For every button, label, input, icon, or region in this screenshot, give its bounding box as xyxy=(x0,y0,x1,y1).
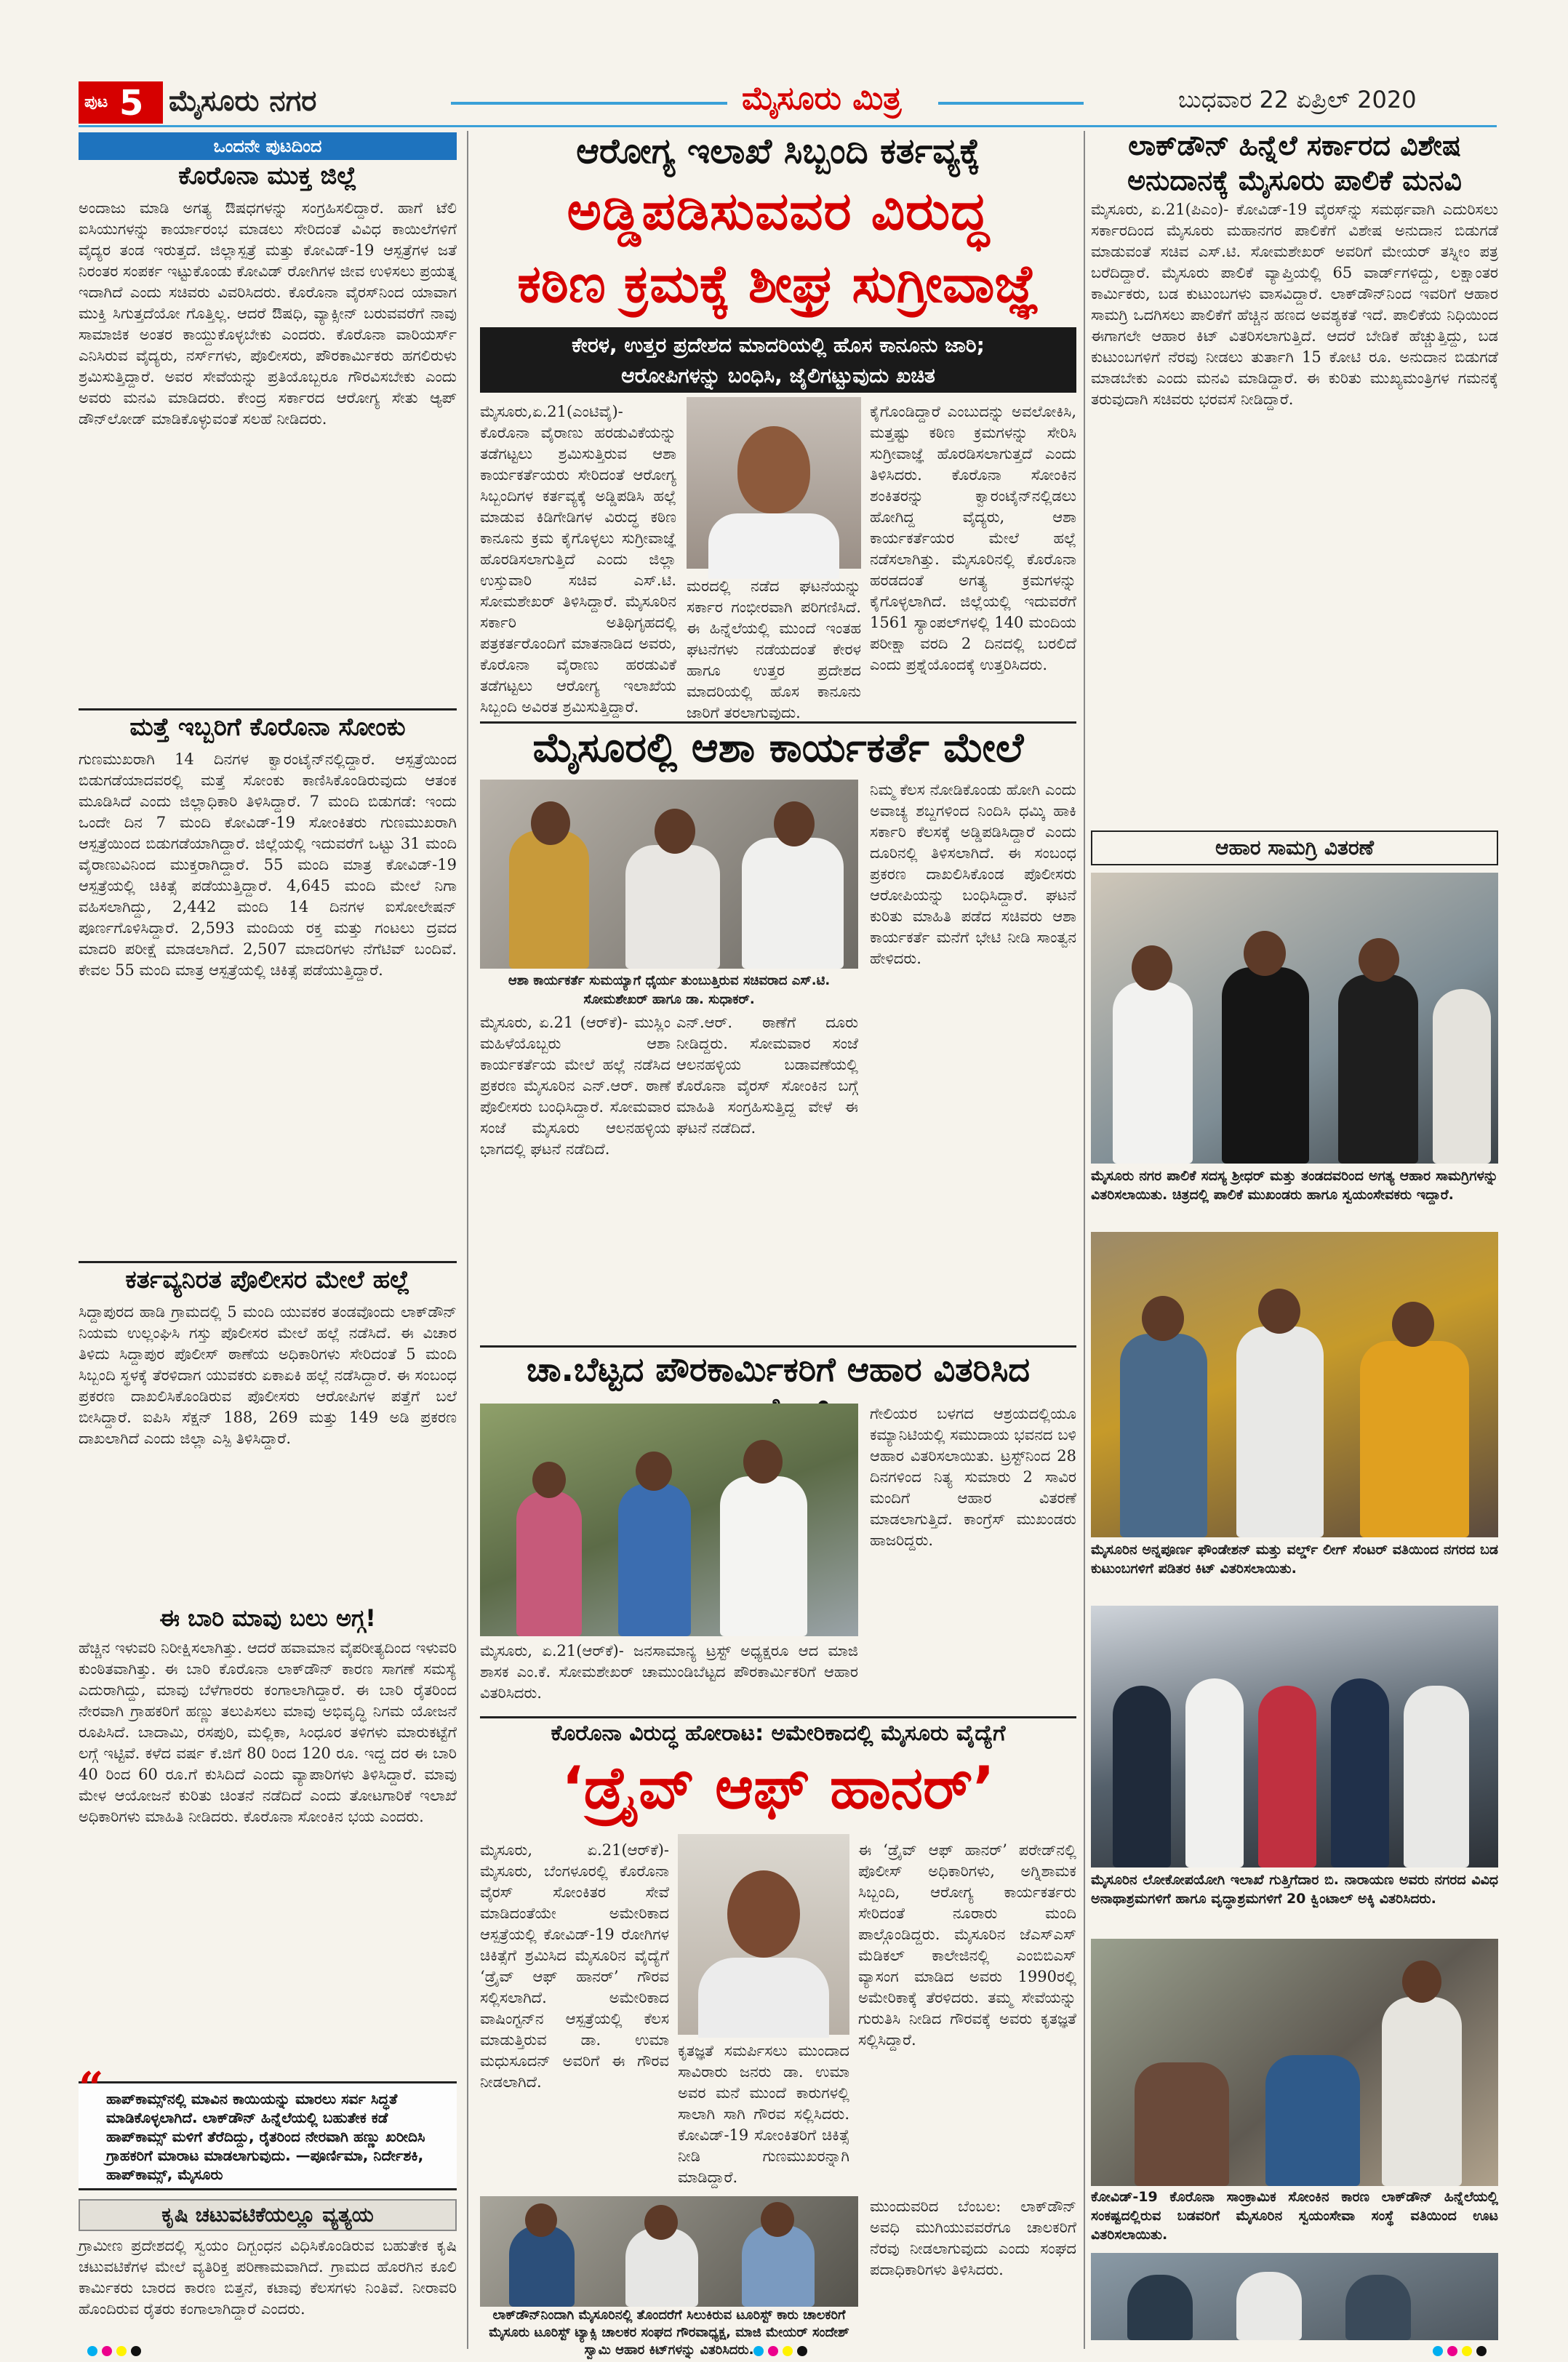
registration-dot xyxy=(768,2346,778,2356)
photo-figure xyxy=(1433,989,1491,1164)
photo-figure xyxy=(1185,1678,1244,1867)
quote-mark-icon: “ xyxy=(79,2063,104,2114)
lead-subhead-line1: ಕೇರಳ, ಉತ್ತರ ಪ್ರದೇಶದ ಮಾದರಿಯಲ್ಲಿ ಹೊಸ ಕಾನೂನು ಜಾರಿ; xyxy=(572,333,985,357)
photo-face xyxy=(1392,1302,1434,1347)
photo-face xyxy=(532,1462,566,1498)
photo-figure xyxy=(618,1484,691,1636)
photo-figure xyxy=(1236,2272,1302,2340)
photo-face xyxy=(1258,1289,1300,1334)
registration-dot xyxy=(87,2346,97,2356)
minister-photo xyxy=(687,397,861,569)
continued-from-front-bar: ಒಂದನೇ ಪುಟದಿಂದ xyxy=(79,132,457,160)
section-city: ಮೈಸೂರು ನಗರ xyxy=(169,84,317,118)
photo-face xyxy=(1402,1961,1441,2003)
photo-figure xyxy=(742,2225,815,2307)
taxi-drivers-caption: ಲಾಕ್‌ಡೌನ್‌ನಿಂದಾಗಿ ಮೈಸೂರಿನಲ್ಲಿ ತೊಂದರೆಗೆ ಸಿಲುಕಿರುವ ಟೂರಿಸ್ಟ್ ಕಾರು ಚಾಲಕರಿಗೆ ಮೈಸೂರು ಟೂರಿಸ್ಟ್ ಟ್ಯಾಕ್ಸಿ ಚಾಲಕರ ಸಂಘದ ಗೌರವಾಧ್ಯಕ್ಷ, ಮಾಜಿ ಮೇಯರ್ ಸಂದೇಶ್ ಸ್ವಾಮಿ ಆಹಾರ ಕಿಟ್‌ಗಳನ್ನು ವಿತರಿಸಿದರು. xyxy=(489,2307,849,2358)
photo-face xyxy=(727,1870,800,1958)
section-heading-food-distribution: ಆಹಾರ ಸಾಮಗ್ರಿ ವಿತರಣೆ xyxy=(1091,830,1498,865)
palike-body: ಮೈಸೂರು, ಏ.21(ಪಿಎಂ)- ಕೋವಿಡ್-19 ವೈರಸ್‌ನ್ನು ಸಮರ್ಥವಾಗಿ ಎದುರಿಸಲು ಸರ್ಕಾರದಿಂದ ಮೈಸೂರು ಮಹಾನಗರ ಪಾಲಿಕೆಗೆ ವಿಶೇಷ ಅನುದಾನ ಬಿಡುಗಡೆ ಮಾಡುವಂತೆ ಸಚಿವ ಎಸ್.ಟಿ. ಸೋಮಶೇಖರ್ ಅವರಿಗೆ ಮೇಯರ್ ತಸ್ನೀಂ ಪತ್ರ ಬರೆದಿದ್ದಾರೆ. ಮೈಸೂರು ಪಾಲಿಕೆ ವ್ಯಾಪ್ತಿಯಲ್ಲಿ 65 ವಾರ್ಡ್‌ಗಳಿದ್ದು, ಲಕ್ಷಾಂತರ ಕಾರ್ಮಿಕರು, ಬಡ ಕುಟುಂಬಗಳು ವಾಸವಿದ್ದಾರೆ. ಲಾಕ್‌ಡೌನ್‌ನಿಂದ ಇವರಿಗೆ ಆಹಾರ ಸಾಮಗ್ರಿ ಒದಗಿಸಲು ಪಾಲಿಕೆಗೆ ಹೆಚ್ಚಿನ ಹಣದ ಅವಶ್ಯಕತೆ ಇದೆ. ಪಾಲಿಕೆಯ ನಿಧಿಯಿಂದ ಈಗಾಗಲೇ ಆಹಾರ ಕಿಟ್ ವಿತರಿಸಲಾಗುತ್ತಿದೆ. ಆದರೆ ಬೇಡಿಕೆ ಹೆಚ್ಚುತ್ತಿದ್ದು, ಬಡ ಕುಟುಂಬಗಳಿಗೆ ನೆರವು ನೀಡಲು ತುರ್ತಾಗಿ 15 ಕೋಟಿ ರೂ. ಅನುದಾನ ಬಿಡುಗಡೆ ಮಾಡಬೇಕು ಎಂದು ಮನವಿ ಮಾಡಿದ್ದಾರೆ. ಈ ಕುರಿತು ಮುಖ್ಯಮಂತ್ರಿಗಳ ಗಮನಕ್ಕೆ ತರುವುದಾಗಿ ಸಚಿವರು ಭರವಸೆ ನೀಡಿದ್ದಾರೆ. xyxy=(1091,201,1498,408)
registration-dot xyxy=(753,2346,764,2356)
pull-quote-text: ಹಾಪ್‌ಕಾಮ್ಸ್‌ನಲ್ಲಿ ಮಾವಿನ ಕಾಯಿಯನ್ನು ಮಾರಲು ಸರ್ವ ಸಿದ್ಧತೆ ಮಾಡಿಕೊಳ್ಳಲಾಗಿದೆ. ಲಾಕ್‌ಡೌನ್ ಹಿನ್ನೆಲೆಯಲ್ಲಿ ಬಹುತೇಕ ಕಡೆ ಹಾಪ್‌ಕಾಮ್ಸ್ ಮಳಿಗೆ ತೆರೆದಿದ್ದು, ರೈತರಿಂದ ನೇರವಾಗಿ ಹಣ್ಣು ಖರೀದಿಸಿ ಗ್ರಾಹಕರಿಗೆ ಮಾರಾಟ ಮಾಡಲಾಗುವುದು. —ಪೂರ್ಣಿಮಾ, ನಿರ್ದೇಶಕಿ, ಹಾಪ್‌ಕಾಮ್ಸ್, ಮೈಸೂರು xyxy=(106,2090,425,2183)
story-headline: ಈ ಬಾರಿ ಮಾವು ಬಲು ಅಗ್ಗ! xyxy=(159,1604,376,1632)
asha-body-col1: ಮೈಸೂರು, ಏ.21 (ಆರ್‌ಕೆ)- ಮುಸ್ಲಿಂ ಮಹಿಳೆಯೊಬ್ಬರು ಆಶಾ ಕಾರ್ಯಕರ್ತೆಯ ಮೇಲೆ ಹಲ್ಲೆ ನಡೆಸಿದ ಪ್ರಕರಣ ಮೈಸೂರಿನ ಎನ್.ಆರ್. ಠಾಣೆ ಪೊಲೀಸರು ಬಂಧಿಸಿದ್ದಾರೆ. ಸೋಮವಾರ ಸಂಜೆ ಮೈಸೂರು ಆಲನಹಳ್ಳಿಯ ಭಾಗದಲ್ಲಿ ಘಟನೆ ನಡೆದಿದೆ. xyxy=(480,1014,671,1158)
doctor-photo xyxy=(678,1834,849,2035)
lead-body-col2: ಮರದಲ್ಲಿ ನಡೆದ ಘಟನೆಯನ್ನು ಸರ್ಕಾರ ಗಂಭೀರವಾಗಿ ಪರಿಗಣಿಸಿದೆ. ಈ ಹಿನ್ನೆಲೆಯಲ್ಲಿ ಮುಂದೆ ಇಂತಹ ಘಟನೆಗಳು ನಡೆಯದಂತೆ ಕೇರಳ ಹಾಗೂ ಉತ್ತರ ಪ್ರದೇಶದ ಮಾದರಿಯಲ್ಲಿ ಹೊಸ ಕಾನೂನು ಜಾರಿಗೆ ತರಲಾಗುವುದು. xyxy=(687,577,861,721)
photo-face xyxy=(525,2203,557,2237)
photo-figure xyxy=(1236,1326,1324,1537)
divider xyxy=(79,1261,457,1263)
header-underline xyxy=(79,125,1497,127)
photo-caption: ಮೈಸೂರಿನ ಲೋಕೋಪಯೋಗಿ ಇಲಾಖೆ ಗುತ್ತಿಗೆದಾರ ಬಿ. ನಾರಾಯಣ ಅವರು ನಗರದ ವಿವಿಧ ಅನಾಥಾಶ್ರಮಗಳಿಗೆ ಹಾಗೂ ವೃದ್ಧಾಶ್ರಮಗಳಿಗೆ 20 ಕ್ವಿಂಟಾಲ್ ಅಕ್ಕಿ ವಿತರಿಸಿದರು. xyxy=(1091,1872,1498,1907)
photo-caption: ಮೈಸೂರಿನ ಅನ್ನಪೂರ್ಣ ಫೌಂಡೇಶನ್ ಮತ್ತು ವರ್ಲ್ಡ್ ಲೀಗ್ ಸೆಂಟರ್ ವತಿಯಿಂದ ನಗರದ ಬಡ ಕುಟುಂಬಗಳಿಗೆ ಪಡಿತರ ಕಿಟ್ ವಿತರಿಸಲಾಯಿತು. xyxy=(1091,1542,1498,1577)
asha-body-col2: ಎನ್.ಆರ್. ಠಾಣೆಗೆ ದೂರು ನೀಡಿದ್ದರು. ಸೋಮವಾರ ಸಂಜೆ ಆಲನಹಳ್ಳಿಯ ಬಡಾವಣೆಯಲ್ಲಿ ಕೊರೊನಾ ವೈರಸ್ ಸೋಂಕಿನ ಬಗ್ಗೆ ಮಾಹಿತಿ ಸಂಗ್ರಹಿಸುತ್ತಿದ್ದ ವೇಳೆ ಈ ಘಟನೆ ನಡೆದಿದೆ. xyxy=(676,1014,858,1137)
header-rule-left xyxy=(451,102,727,105)
story-headline: ಕೊರೊನಾ ಮುಕ್ತ ಜಿಲ್ಲೆ xyxy=(178,161,357,191)
registration-dot xyxy=(1447,2346,1457,2356)
page-number: 5 xyxy=(119,83,144,124)
pourakarmika-body: ಗೇಲಿಯರ ಬಳಗದ ಆಶ್ರಯದಲ್ಲಿಯೂ ಕಮ್ಯಾನಿಟಿಯಲ್ಲಿ ಸಮುದಾಯ ಭವನದ ಬಳಿ ಆಹಾರ ವಿತರಿಸಲಾಯಿತು. ಟ್ರಸ್ಟ್‌ನಿಂದ 28 ದಿನಗಳಿಂದ ನಿತ್ಯ ಸುಮಾರು 2 ಸಾವಿರ ಮಂದಿಗೆ ಆಹಾರ ವಿತರಣೆ ಮಾಡಲಾಗುತ್ತಿದೆ. ಕಾಂಗ್ರೆಸ್ ಮುಖಂಡರು ಹಾಜರಿದ್ದರು. xyxy=(870,1405,1076,1549)
palike-headline: ಲಾಕ್‌ಡೌನ್ ಹಿನ್ನೆಲೆ ಸರ್ಕಾರದ ವಿಶೇಷ ಅನುದಾನಕ್ಕೆ ಮೈಸೂರು ಪಾಲಿಕೆ ಮನವಿ xyxy=(1127,129,1462,196)
registration-dot xyxy=(102,2346,112,2356)
pull-quote xyxy=(79,2063,457,2190)
asha-photo-caption: ಆಶಾ ಕಾರ್ಯಕರ್ತೆ ಸುಮಯ್ಯಾಗೆ ಧೈರ್ಯ ತುಂಬುತ್ತಿರುವ ಸಚಿವರಾದ ಎಸ್.ಟಿ. ಸೋಮಶೇಖರ್ ಹಾಗೂ ಡಾ. ಸುಧಾಕರ್. xyxy=(508,973,831,1007)
masthead: ಮೈಸೂರು ಮಿತ್ರ xyxy=(742,80,902,117)
header-rule-right xyxy=(938,102,1084,105)
photo-face xyxy=(737,426,810,513)
photo-face xyxy=(636,1452,672,1491)
story-body: ಅಂದಾಜು ಮಾಡಿ ಅಗತ್ಯ ಔಷಧಗಳನ್ನು ಸಂಗ್ರಹಿಸಲಿದ್ದಾರೆ. ಹಾಗೆ ಟೆಲಿ ಐಸಿಯುಗಳನ್ನು ಕಾರ್ಯಾರಂಭ ಮಾಡಲು ಸೇರಿದಂತೆ ವಿವಿಧ ಕಾಯಿಲೆಗಳಿಗೆ ವೈದ್ಯರ ತಂಡ ಇರುತ್ತದೆ. ಜಿಲ್ಲಾಸ್ಪತ್ರೆ ಮತ್ತು ಕೋವಿಡ್-19 ಆಸ್ಪತ್ರೆಗಳ ಜತೆ ನಿರಂತರ ಸಂಪರ್ಕ ಇಟ್ಟುಕೊಂಡು ಕೋವಿಡ್ ರೋಗಿಗಳ ಜೀವ ಉಳಿಸಲು ಪ್ರಯತ್ನ ಇದಾಗಿದೆ ಎಂದು ಸಚಿವರು ವಿವರಿಸಿದರು. ಕೊರೊನಾ ವೈರಸ್‌ನಿಂದ ಯಾವಾಗ ಮುಕ್ತಿ ಸಿಗುತ್ತದೆಯೋ ಗೊತ್ತಿಲ್ಲ. ಆದರೆ ಔಷಧಿ, ವ್ಯಾಕ್ಸೀನ್ ಬರುವವರೆಗೆ ನಾವು ಸಾಮಾಜಿಕ ಅಂತರ ಕಾಯ್ದುಕೊಳ್ಳಬೇಕು ಎಂದರು. ಕೊರೊನಾ ವಾರಿಯರ್ಸ್ ಎನಿಸಿರುವ ವೈದ್ಯರು, ನರ್ಸ್‌ಗಳು, ಪೊಲೀಸರು, ಪೌರಕಾರ್ಮಿಕರು ಹಗಲಿರುಳು ಶ್ರಮಿಸುತ್ತಿದ್ದಾರೆ. ಅವರ ಸೇವೆಯನ್ನು ಪ್ರತಿಯೊಬ್ಬರೂ ಗೌರವಿಸಬೇಕು ಎಂದು ಅವರು ಮನವಿ ಮಾಡಿದರು. ಕೇಂದ್ರ ಸರ್ಕಾರದ ಆರೋಗ್ಯ ಸೇತು ಆ್ಯಪ್ ಡೌನ್‌ಲೋಡ್ ಮಾಡಿಕೊಳ್ಳುವಂತೆ ಸಲಹೆ ನೀಡಿದರು. xyxy=(79,199,457,428)
page-number-badge xyxy=(79,81,163,124)
photo-figure xyxy=(1113,982,1193,1164)
photo-figure xyxy=(698,1958,829,2038)
page-label: ಪುಟ xyxy=(84,93,108,111)
photo-face xyxy=(774,801,815,846)
issue-date: ಬುಧವಾರ 22 ಏಪ್ರಿಲ್ 2020 xyxy=(1178,86,1417,113)
photo-figure xyxy=(516,1491,582,1636)
photo-figure xyxy=(1258,1686,1316,1867)
photo-figure xyxy=(1382,1997,1462,2186)
photo-figure xyxy=(720,1476,807,1636)
story-headline: ಕರ್ತವ್ಯನಿರತ ಪೊಲೀಸರ ಮೇಲೆ ಹಲ್ಲೆ xyxy=(125,1265,410,1294)
story-body: ಗುಣಮುಖರಾಗಿ 14 ದಿನಗಳ ಕ್ವಾರಂಟೈನ್‌ನಲ್ಲಿದ್ದಾರೆ. ಆಸ್ಪತ್ರೆಯಿಂದ ಬಿಡುಗಡೆಯಾದವರಲ್ಲಿ ಮತ್ತೆ ಸೋಂಕು ಕಾಣಿಸಿಕೊಂಡಿರುವುದು ಆತಂಕ ಮೂಡಿಸಿದೆ ಎಂದು ಜಿಲ್ಲಾಧಿಕಾರಿ ತಿಳಿಸಿದ್ದಾರೆ. 7 ಮಂದಿ ಬಿಡುಗಡೆ: ಇಂದು ಒಂದೇ ದಿನ 7 ಮಂದಿ ಕೋವಿಡ್-19 ಸೋಂಕಿತರು ಗುಣಮುಖರಾಗಿ ಆಸ್ಪತ್ರೆಯಿಂದ ಬಿಡುಗಡೆಯಾಗಿದ್ದಾರೆ. ಜಿಲ್ಲೆಯಲ್ಲಿ ಇದುವರೆಗೆ ಒಟ್ಟು 31 ಮಂದಿ ವೈರಾಣುವಿನಿಂದ ಮುಕ್ತರಾಗಿದ್ದಾರೆ. 55 ಮಂದಿ ಮಾತ್ರ ಕೋವಿಡ್-19 ಆಸ್ಪತ್ರೆಯಲ್ಲಿ ಚಿಕಿತ್ಸೆ ಪಡೆಯುತ್ತಿದ್ದಾರೆ. 4,645 ಮಂದಿ ಮೇಲೆ ನಿಗಾ ವಹಿಸಲಾಗಿದ್ದು, 2,442 ಮಂದಿ 14 ದಿನಗಳ ಐಸೋಲೇಷನ್ ಪೂರ್ಣಗೊಳಿಸಿದ್ದಾರೆ. 2,593 ಮಂದಿಯ ರಕ್ತ ಮತ್ತು ಗಂಟಲು ದ್ರವದ ಮಾದರಿ ಪರೀಕ್ಷೆ ಮಾಡಲಾಗಿದೆ. 2,507 ಮಾದರಿಗಳು ನೆಗೆಟಿವ್ ಬಂದಿವೆ. ಕೇವಲ 55 ಮಂದಿ ಮಾತ್ರ ಆಸ್ಪತ್ರೆಯಲ್ಲಿ ಚಿಕಿತ್ಸೆ ಪಡೆಯುತ್ತಿದ್ದಾರೆ. xyxy=(79,750,457,979)
photo-figure xyxy=(1265,2055,1360,2186)
photo-figure xyxy=(1345,2275,1411,2340)
photo-figure xyxy=(1222,967,1309,1164)
taxi-drivers-photo xyxy=(480,2196,858,2307)
asha-body-col3: ನಿಮ್ಮ ಕೆಲಸ ನೋಡಿಕೊಂಡು ಹೋಗಿ ಎಂದು ಅವಾಚ್ಯ ಶಬ್ದಗಳಿಂದ ನಿಂದಿಸಿ ಧಮ್ಕಿ ಹಾಕಿ ಸರ್ಕಾರಿ ಕೆಲಸಕ್ಕೆ ಅಡ್ಡಿಪಡಿಸಿದ್ದಾರೆ ಎಂದು ದೂರಿನಲ್ಲಿ ತಿಳಿಸಲಾಗಿದೆ. ಈ ಸಂಬಂಧ ಪ್ರಕರಣ ದಾಖಲಿಸಿಕೊಂಡ ಪೊಲೀಸರು ಆರೋಪಿಯನ್ನು ಬಂಧಿಸಿದ್ದಾರೆ. ಘಟನೆ ಕುರಿತು ಮಾಹಿತಿ ಪಡೆದ ಸಚಿವರು ಆಶಾ ಕಾರ್ಯಕರ್ತೆ ಮನೆಗೆ ಭೇಟಿ ನೀಡಿ ಸಾಂತ್ವನ ಹೇಳಿದರು. xyxy=(870,781,1076,967)
lead-kicker: ಆರೋಗ್ಯ ಇಲಾಖೆ ಸಿಬ್ಬಂದಿ ಕರ್ತವ್ಯಕ್ಕೆ xyxy=(576,131,980,172)
pourakarmika-caption: ಮೈಸೂರು, ಏ.21(ಆರ್‌ಕೆ)- ಜನಸಾಮಾನ್ಯ ಟ್ರಸ್ಟ್ ಅಧ್ಯಕ್ಷರೂ ಆದ ಮಾಜಿ ಶಾಸಕ ಎಂ.ಕೆ. ಸೋಮಶೇಖರ್ ಚಾಮುಂಡಿಬೆಟ್ಟದ ಪೌರಕಾರ್ಮಿಕರಿಗೆ ಆಹಾರ ವಿತರಿಸಿದರು. xyxy=(480,1642,858,1702)
photo-face xyxy=(655,809,695,854)
photo-caption: ಮೈಸೂರು ನಗರ ಪಾಲಿಕೆ ಸದಸ್ಯ ಶ್ರೀಧರ್ ಮತ್ತು ತಂಡದವರಿಂದ ಅಗತ್ಯ ಆಹಾರ ಸಾಮಗ್ರಿಗಳನ್ನು ವಿತರಿಸಲಾಯಿತು. ಚಿತ್ರದಲ್ಲಿ ಪಾಲಿಕೆ ಮುಖಂಡರು ಹಾಗೂ ಸ್ವಯಂಸೇವಕರು ಇದ್ದಾರೆ. xyxy=(1091,1168,1498,1203)
food-distribution-photo-1 xyxy=(1091,873,1498,1164)
usa-body-col2: ಕೃತಜ್ಞತೆ ಸಮರ್ಪಿಸಲು ಮುಂದಾದ ಸಾವಿರಾರು ಜನರು ಡಾ. ಉಮಾ ಅವರ ಮನೆ ಮುಂದೆ ಕಾರುಗಳಲ್ಲಿ ಸಾಲಾಗಿ ಸಾಗಿ ಗೌರವ ಸಲ್ಲಿಸಿದರು. ಕೋವಿಡ್-19 ಸೋಂಕಿತರಿಗೆ ಚಿಕಿತ್ಸೆ ನೀಡಿ ಗುಣಮುಖರನ್ನಾಗಿ ಮಾಡಿದ್ದಾರೆ. xyxy=(678,2042,849,2186)
lead-body-col1: ಮೈಸೂರು,ಏ.21(ಎಂಟಿವೈ)- ಕೊರೊನಾ ವೈರಾಣು ಹರಡುವಿಕೆಯನ್ನು ತಡೆಗಟ್ಟಲು ಶ್ರಮಿಸುತ್ತಿರುವ ಆಶಾ ಕಾರ್ಯಕರ್ತೆಯರು ಸೇರಿದಂತೆ ಆರೋಗ್ಯ ಸಿಬ್ಬಂದಿಗಳ ಕರ್ತವ್ಯಕ್ಕೆ ಅಡ್ಡಿಪಡಿಸಿ ಹಲ್ಲೆ ಮಾಡುವ ಕಿಡಿಗೇಡಿಗಳ ವಿರುದ್ಧ ಕಠಿಣ ಕಾನೂನು ಕ್ರಮ ಕೈಗೊಳ್ಳಲು ಸುಗ್ರೀವಾಜ್ಞೆ ಹೊರಡಿಸಲಾಗುತ್ತಿದೆ ಎಂದು ಜಿಲ್ಲಾ ಉಸ್ತುವಾರಿ ಸಚಿವ ಎಸ್.ಟಿ. ಸೋಮಶೇಖರ್ ತಿಳಿಸಿದ್ದಾರೆ. ಮೈಸೂರಿನ ಸರ್ಕಾರಿ ಅತಿಥಿಗೃಹದಲ್ಲಿ ಪತ್ರಕರ್ತರೊಂದಿಗೆ ಮಾತನಾಡಿದ ಅವರು, ಕೊರೊನಾ ವೈರಾಣು ಹರಡುವಿಕೆ ತಡೆಗಟ್ಟಲು ಆರೋಗ್ಯ ಇಲಾಖೆಯ ಸಿಬ್ಬಂದಿ ಅವಿರತ ಶ್ರಮಿಸುತ್ತಿದ್ದಾರೆ. xyxy=(480,403,676,716)
column-divider xyxy=(467,131,468,2349)
story-headline-boxed: ಕೃಷಿ ಚಟುವಟಿಕೆಯಲ್ಲೂ ವ್ಯತ್ಯಯ xyxy=(79,2199,457,2231)
divider xyxy=(480,721,1076,724)
lead-subhead-line2: ಆರೋಪಿಗಳನ್ನು ಬಂಧಿಸಿ, ಜೈಲಿಗಟ್ಟುವುದು ಖಚಿತ xyxy=(621,364,935,388)
story-body: ಹೆಚ್ಚಿನ ಇಳುವರಿ ನಿರೀಕ್ಷಿಸಲಾಗಿತ್ತು. ಆದರೆ ಹವಾಮಾನ ವೈಪರೀತ್ಯದಿಂದ ಇಳುವರಿ ಕುಂಠಿತವಾಗಿತ್ತು. ಈ ಬಾರಿ ಕೊರೊನಾ ಲಾಕ್‌ಡೌನ್ ಕಾರಣ ಸಾಗಣೆ ಸಮಸ್ಯೆ ಎದುರಾಗಿದ್ದು, ಮಾವು ಬೆಳೆಗಾರರು ಕಂಗಾಲಾಗಿದ್ದಾರೆ. ಈ ಬಾರಿ ರೈತರಿಂದ ನೇರವಾಗಿ ಗ್ರಾಹಕರಿಗೆ ಹಣ್ಣು ತಲುಪಿಸಲು ಮಾವು ಅಭಿವೃದ್ಧಿ ನಿಗಮ ಯೋಜನೆ ರೂಪಿಸಿದೆ. ಬಾದಾಮಿ, ರಸಪುರಿ, ಮಲ್ಲಿಕಾ, ಸಿಂಧೂರ ತಳಿಗಳು ಮಾರುಕಟ್ಟೆಗೆ ಲಗ್ಗೆ ಇಟ್ಟಿವೆ. ಕಳೆದ ವರ್ಷ ಕೆ.ಜಿಗೆ 80 ರಿಂದ 120 ರೂ. ಇದ್ದ ದರ ಈ ಬಾರಿ 40 ರಿಂದ 60 ರೂ.ಗೆ ಕುಸಿದಿದೆ ಎಂದು ವ್ಯಾಪಾರಿಗಳು ತಿಳಿಸಿದ್ದಾರೆ. ಮಾವು ಮೇಳ ಆಯೋಜನೆ ಕುರಿತು ಚಿಂತನೆ ನಡೆದಿದೆ ಎಂದು ತೋಟಗಾರಿಕೆ ಇಲಾಖೆ ಅಧಿಕಾರಿಗಳು ಮಾಹಿತಿ ನೀಡಿದರು. ಕೊರೊನಾ ಸೋಂಕಿನ ಭಯ ಎಂದರು. xyxy=(79,1639,457,1825)
photo-figure xyxy=(625,2228,698,2307)
photo-face xyxy=(761,2202,794,2237)
food-distribution-photo-3 xyxy=(1091,1606,1498,1867)
divider xyxy=(480,1345,1076,1348)
usa-body-col3: ಈ ‘ಡ್ರೈವ್ ಆಫ್ ಹಾನರ್’ ಪರೇಡ್‌ನಲ್ಲಿ ಪೊಲೀಸ್ ಅಧಿಕಾರಿಗಳು, ಅಗ್ನಿಶಾಮಕ ಸಿಬ್ಬಂದಿ, ಆರೋಗ್ಯ ಕಾರ್ಯಕರ್ತರು ಸೇರಿದಂತೆ ನೂರಾರು ಮಂದಿ ಪಾಲ್ಗೊಂಡಿದ್ದರು. ಮೈಸೂರಿನ ಜೆಎಸ್‌ಎಸ್ ಮೆಡಿಕಲ್ ಕಾಲೇಜಿನಲ್ಲಿ ಎಂಬಿಬಿಎಸ್ ವ್ಯಾಸಂಗ ಮಾಡಿದ ಅವರು 1990ರಲ್ಲಿ ಅಮೇರಿಕಾಕ್ಕೆ ತೆರಳಿದರು. ತಮ್ಮ ಸೇವೆಯನ್ನು ಗುರುತಿಸಿ ನೀಡಿದ ಗೌರವಕ್ಕೆ ಅವರು ಕೃತಜ್ಞತೆ ಸಲ್ಲಿಸಿದ್ದಾರೆ. xyxy=(858,1841,1076,2049)
photo-figure xyxy=(708,513,839,579)
lead-headline-line1: ಅಡ್ಡಿಪಡಿಸುವವರ ವಿರುದ್ಧ xyxy=(567,180,990,241)
registration-dot xyxy=(1476,2346,1487,2356)
photo-face xyxy=(644,2205,678,2240)
photo-figure xyxy=(1404,1686,1469,1867)
photo-face xyxy=(743,1440,783,1484)
registration-dot xyxy=(116,2346,127,2356)
taxi-drivers-body: ಮುಂದುವರಿದ ಬೆಂಬಲ: ಲಾಕ್‌ಡೌನ್ ಅವಧಿ ಮುಗಿಯುವವರೆಗೂ ಚಾಲಕರಿಗೆ ನೆರವು ನೀಡಲಾಗುವುದು ಎಂದು ಸಂಘದ ಪದಾಧಿಕಾರಿಗಳು ತಿಳಿಸಿದರು. xyxy=(870,2198,1076,2278)
asha-photo xyxy=(480,780,858,969)
registration-dot xyxy=(797,2346,807,2356)
registration-dot xyxy=(1433,2346,1443,2356)
usa-kicker: ಕೊರೊನಾ ವಿರುದ್ಧ ಹೋರಾಟ: ಅಮೇರಿಕಾದಲ್ಲಿ ಮೈಸೂರು ವೈದ್ಯೆಗೆ xyxy=(551,1721,1006,1746)
photo-figure xyxy=(625,845,720,969)
divider xyxy=(480,1716,1076,1718)
column-divider xyxy=(1084,131,1085,2349)
pourakarmika-photo xyxy=(480,1404,858,1636)
photo-figure xyxy=(1360,1341,1469,1537)
registration-dot xyxy=(131,2346,141,2356)
photo-figure xyxy=(742,838,844,969)
photo-figure xyxy=(1127,2275,1193,2340)
food-distribution-photo-5 xyxy=(1091,2253,1498,2340)
pourakarmika-headline: ಚಾ.ಬೆಟ್ಟದ ಪೌರಕಾರ್ಮಿಕರಿಗೆ ಆಹಾರ ವಿತರಿಸಿದ xyxy=(526,1350,1031,1389)
photo-face xyxy=(1359,938,1399,982)
divider xyxy=(79,708,457,710)
food-distribution-photo-2 xyxy=(1091,1232,1498,1537)
photo-caption: ಕೋವಿಡ್-19 ಕೊರೊನಾ ಸಾಂಕ್ರಾಮಿಕ ಸೋಂಕಿನ ಕಾರಣ ಲಾಕ್‌ಡೌನ್ ಹಿನ್ನೆಲೆಯಲ್ಲಿ ಸಂಕಷ್ಟದಲ್ಲಿರುವ ಬಡವರಿಗೆ ಮೈಸೂರಿನ ಸ್ವಯಂಸೇವಾ ಸಂಸ್ಥೆ ವತಿಯಿಂದ ಊಟ ವಿತರಿಸಲಾಯಿತು. xyxy=(1091,2189,1498,2243)
photo-figure xyxy=(1113,1686,1171,1867)
photo-figure xyxy=(1331,1678,1389,1867)
lead-headline-line2: ಕಠಿಣ ಕ್ರಮಕ್ಕೆ ಶೀಘ್ರ ಸುಗ್ರೀವಾಜ್ಞೆ xyxy=(517,253,1039,314)
photo-figure xyxy=(1338,974,1418,1164)
photo-face xyxy=(1132,945,1172,990)
story-body: ಗ್ರಾಮೀಣ ಪ್ರದೇಶದಲ್ಲಿ ಸ್ವಯಂ ದಿಗ್ಬಂಧನ ವಿಧಿಸಿಕೊಂಡಿರುವ ಬಹುತೇಕ ಕೃಷಿ ಚಟುವಟಿಕೆಗಳ ಮೇಲೆ ವ್ಯತಿರಿಕ್ತ ಪರಿಣಾಮವಾಗಿದೆ. ಗ್ರಾಮದ ಹೊರಗಿನ ಕೂಲಿ ಕಾರ್ಮಿಕರು ಬಾರದ ಕಾರಣ ಬಿತ್ತನೆ, ಕಟಾವು ಕೆಲಸಗಳು ನಿಂತಿವೆ. ನೀರಾವರಿ ಹೊಂದಿರುವ ರೈತರು ಕಂಗಾಲಾಗಿದ್ದಾರೆ ಎಂದರು. xyxy=(79,2237,457,2318)
registration-dot xyxy=(1462,2346,1472,2356)
photo-figure xyxy=(1135,2062,1229,2186)
photo-face xyxy=(531,801,570,845)
photo-figure xyxy=(1120,1334,1207,1537)
lead-subhead xyxy=(480,327,1076,393)
usa-body-col1: ಮೈಸೂರು, ಏ.21(ಆರ್‌ಕೆ)- ಮೈಸೂರು, ಬೆಂಗಳೂರಲ್ಲಿ ಕೊರೊನಾ ವೈರಸ್ ಸೋಂಕಿತರ ಸೇವೆ ಮಾಡಿದಂತೆಯೇ ಅಮೇರಿಕಾದ ಆಸ್ಪತ್ರೆಯಲ್ಲಿ ಕೋವಿಡ್-19 ರೋಗಿಗಳ ಚಿಕಿತ್ಸೆಗೆ ಶ್ರಮಿಸಿದ ಮೈಸೂರಿನ ವೈದ್ಯೆಗೆ ‘ಡ್ರೈವ್ ಆಫ್ ಹಾನರ್’ ಗೌರವ ಸಲ್ಲಿಸಲಾಗಿದೆ. ಅಮೇರಿಕಾದ ವಾಷಿಂಗ್ಟನ್‌ನ ಆಸ್ಪತ್ರೆಯಲ್ಲಿ ಕೆಲಸ ಮಾಡುತ್ತಿರುವ ಡಾ. ಉಮಾ ಮಧುಸೂದನ್ ಅವರಿಗೆ ಈ ಗೌರವ ನೀಡಲಾಗಿದೆ. xyxy=(480,1841,669,2091)
usa-headline: ‘ಡ್ರೈವ್ ಆಫ್ ಹಾನರ್’ xyxy=(561,1754,995,1822)
photo-figure xyxy=(509,2225,575,2307)
story-body: ಸಿದ್ದಾಪುರದ ಹಾಡಿ ಗ್ರಾಮದಲ್ಲಿ 5 ಮಂದಿ ಯುವಕರ ತಂಡವೊಂದು ಲಾಕ್‌ಡೌನ್ ನಿಯಮ ಉಲ್ಲಂಘಿಸಿ ಗಸ್ತು ಪೊಲೀಸರ ಮೇಲೆ ಹಲ್ಲೆ ನಡೆಸಿದೆ. ಈ ವಿಚಾರ ತಿಳಿದು ಸಿದ್ದಾಪುರ ಪೊಲೀಸ್ ಠಾಣೆಯ ಅಧಿಕಾರಿಗಳು ಸೇರಿದಂತೆ 5 ಮಂದಿ ಸಿಬ್ಬಂದಿ ಸ್ಥಳಕ್ಕೆ ತೆರಳಿದಾಗ ಯುವಕರು ಏಕಾಏಕಿ ಹಲ್ಲೆ ನಡೆಸಿದ್ದಾರೆ. ಈ ಸಂಬಂಧ ಪ್ರಕರಣ ದಾಖಲಿಸಿಕೊಂಡಿರುವ ಪೊಲೀಸರು ಆರೋಪಿಗಳ ಪತ್ತೆಗೆ ಬಲೆ ಬೀಸಿದ್ದಾರೆ. ಐಪಿಸಿ ಸೆಕ್ಷನ್ 188, 269 ಮತ್ತು 149 ಅಡಿ ಪ್ರಕರಣ ದಾಖಲಾಗಿದೆ ಎಂದು ಜಿಲ್ಲಾ ಎಸ್ಪಿ ತಿಳಿಸಿದ್ದಾರೆ. xyxy=(79,1303,457,1447)
asha-headline: ಮೈಸೂರಲ್ಲಿ ಆಶಾ ಕಾರ್ಯಕರ್ತೆ ಮೇಲೆ xyxy=(532,724,1024,772)
photo-figure xyxy=(509,830,589,969)
lead-body-col3: ಕೈಗೊಂಡಿದ್ದಾರೆ ಎಂಬುದನ್ನು ಅವಲೋಕಿಸಿ, ಮತ್ತಷ್ಟು ಕಠಿಣ ಕ್ರಮಗಳನ್ನು ಸೇರಿಸಿ ಸುಗ್ರೀವಾಜ್ಞೆ ಹೊರಡಿಸಲಾಗುತ್ತದೆ ಎಂದು ತಿಳಿಸಿದರು. ಕೊರೊನಾ ಸೋಂಕಿನ ಶಂಕಿತರನ್ನು ಕ್ವಾರಂಟೈನ್‌ನಲ್ಲಿಡಲು ಹೋಗಿದ್ದ ವೈದ್ಯರು, ಆಶಾ ಕಾರ್ಯಕರ್ತೆಯರ ಮೇಲೆ ಹಲ್ಲೆ ನಡೆಸಲಾಗಿತ್ತು. ಮೈಸೂರಿನಲ್ಲಿ ಕೊರೊನಾ ಹರಡದಂತೆ ಅಗತ್ಯ ಕ್ರಮಗಳನ್ನು ಕೈಗೊಳ್ಳಲಾಗಿದೆ. ಜಿಲ್ಲೆಯಲ್ಲಿ ಇದುವರೆಗೆ 1561 ಸ್ಯಾಂಪಲ್‌ಗಳಲ್ಲಿ 140 ಮಂದಿಯ ಪರೀಕ್ಷಾ ವರದಿ 2 ದಿನದಲ್ಲಿ ಬರಲಿದೆ ಎಂದು ಪ್ರಶ್ನೆಯೊಂದಕ್ಕೆ ಉತ್ತರಿಸಿದರು. xyxy=(870,403,1076,673)
registration-dot xyxy=(783,2346,793,2356)
photo-face xyxy=(1244,931,1286,976)
photo-face xyxy=(1142,1296,1184,1341)
story-headline: ಮತ್ತೆ ಇಬ್ಬರಿಗೆ ಕೊರೊನಾ ಸೋಂಕು xyxy=(129,713,406,742)
food-distribution-photo-4 xyxy=(1091,1939,1498,2186)
